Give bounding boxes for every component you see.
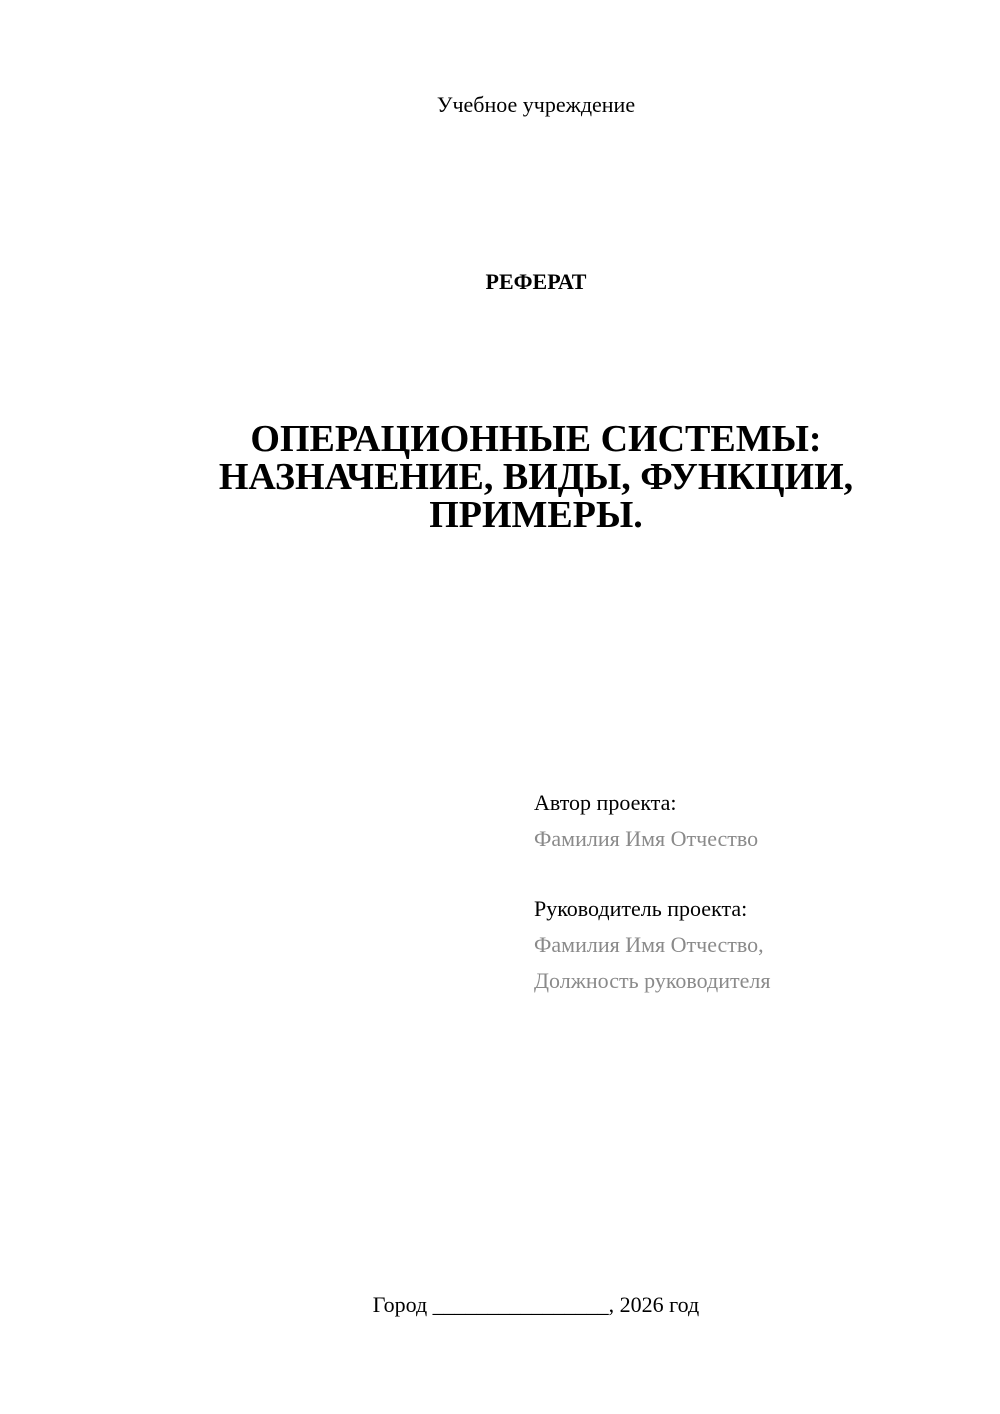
author-name: Фамилия Имя Отчество	[534, 826, 759, 851]
city-year-line: Город ________________, 2026 год	[372, 1292, 700, 1317]
supervisor-block	[534, 891, 954, 999]
author-block	[534, 785, 954, 857]
title-line: НАЗНАЧЕНИЕ, ВИДЫ, ФУНКЦИИ,	[218, 456, 854, 498]
supervisor-name: Фамилия Имя Отчество,	[534, 932, 764, 957]
supervisor-position: Должность руководителя	[534, 968, 771, 993]
supervisor-label: Руководитель проекта:	[534, 896, 748, 921]
author-label: Автор проекта:	[534, 790, 677, 815]
document-title	[200, 420, 872, 534]
title-line: ПРИМЕРЫ.	[429, 494, 643, 536]
institution-name: Учебное учреждение	[436, 92, 636, 117]
document-type: РЕФЕРАТ	[485, 269, 587, 294]
title-line: ОПЕРАЦИОННЫЕ СИСТЕМЫ:	[250, 418, 822, 460]
